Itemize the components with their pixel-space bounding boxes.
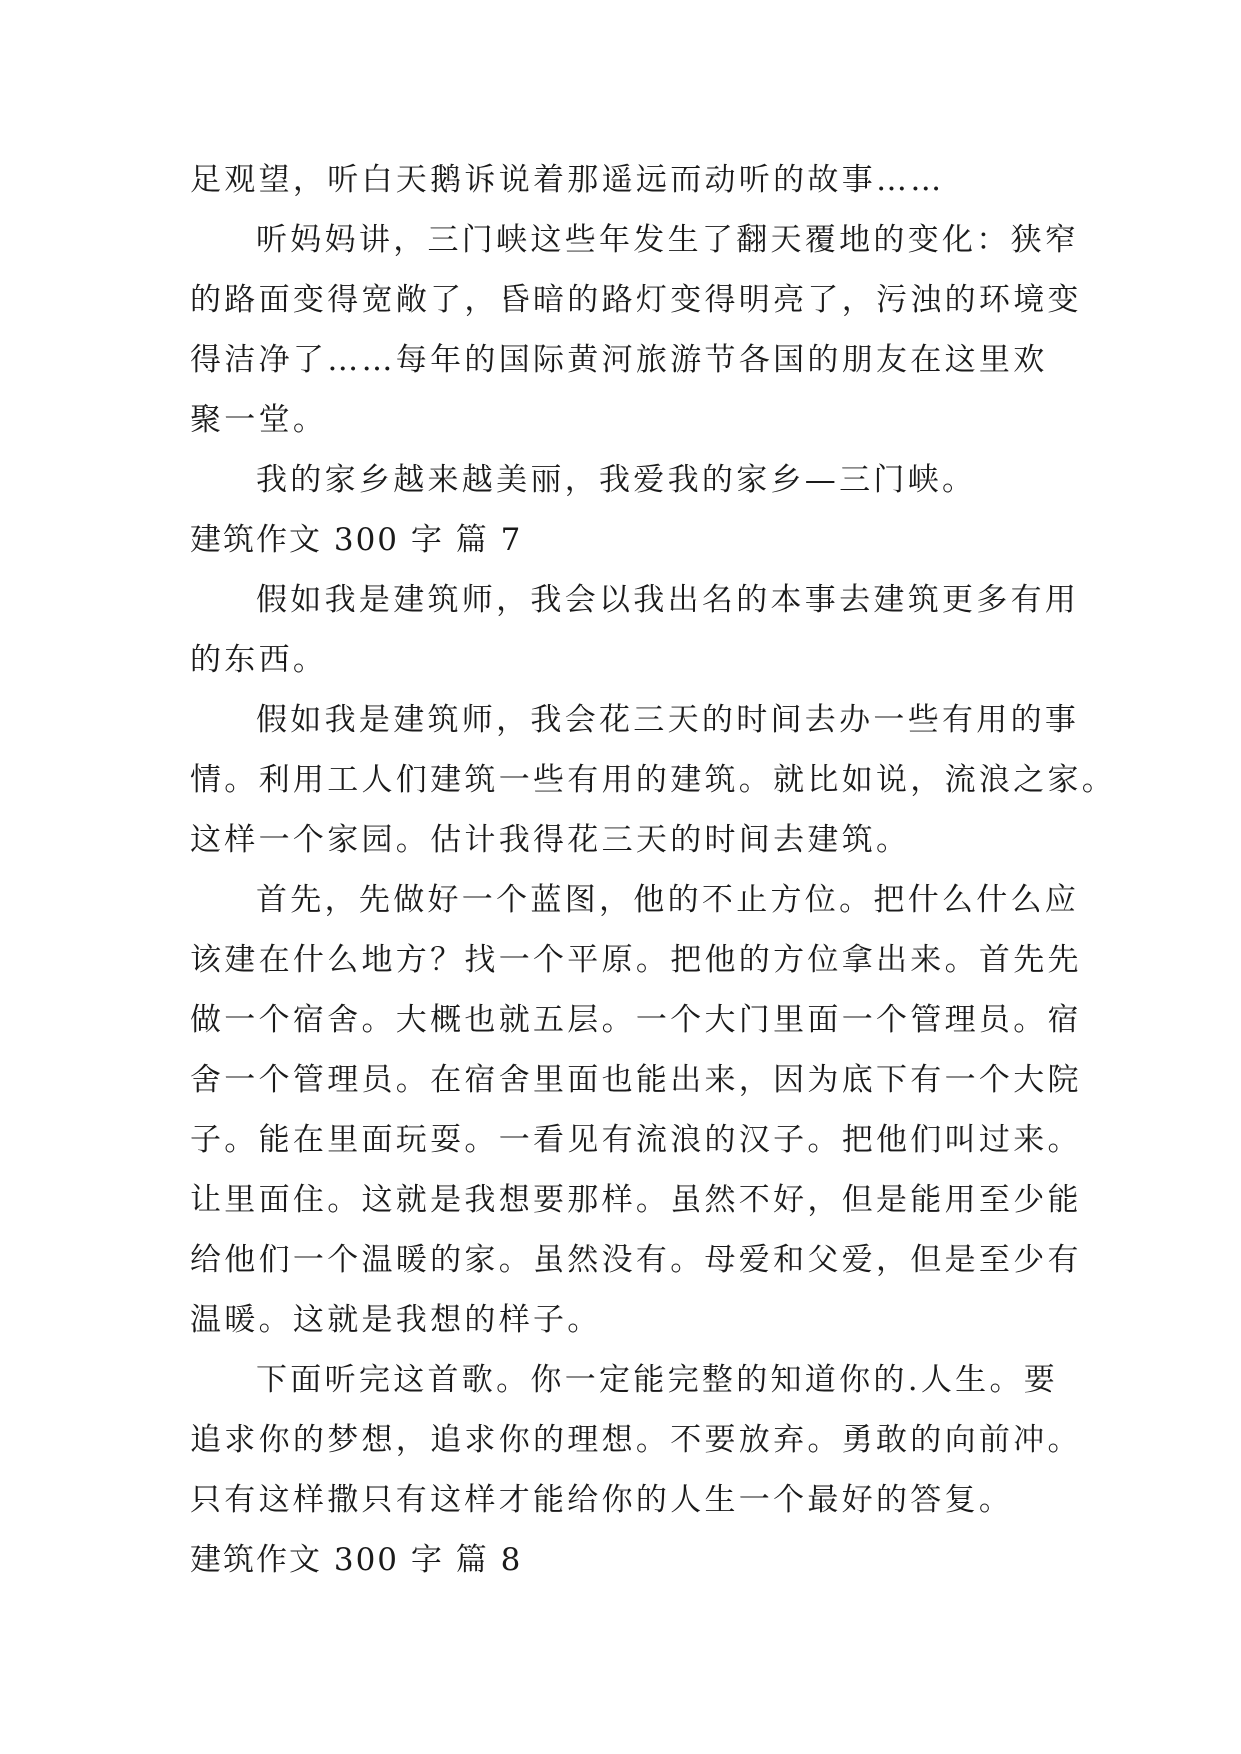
paragraph-first-line: 听妈妈讲，三门峡这些年发生了翻天覆地的变化：狭窄 [256,222,1080,258]
text-line: 做一个宿舍。大概也就五层。一个大门里面一个管理员。宿 [190,1002,1082,1038]
text-line: 的东西。 [190,642,328,678]
text-line: 足观望，听白天鹅诉说着那遥远而动听的故事…… [190,162,945,198]
text-line: 情。利用工人们建筑一些有用的建筑。就比如说，流浪之家。 [190,762,1117,798]
text-line: 只有这样撒只有这样才能给你的人生一个最好的答复。 [190,1482,1014,1518]
text-line: 这样一个家园。估计我得花三天的时间去建筑。 [190,822,911,858]
text-line: 聚一堂。 [190,402,328,438]
paragraph-first-line: 首先，先做好一个蓝图，他的不止方位。把什么什么应 [256,882,1080,918]
section-heading: 建筑作文 300 字 篇 7 [190,522,523,558]
text-line: 子。能在里面玩耍。一看见有流浪的汉子。把他们叫过来。 [190,1122,1082,1158]
text-line: 的路面变得宽敞了，昏暗的路灯变得明亮了，污浊的环境变 [190,282,1082,318]
section-heading: 建筑作文 300 字 篇 8 [190,1542,523,1578]
paragraph-first-line: 假如我是建筑师，我会以我出名的本事去建筑更多有用 [256,582,1080,618]
paragraph-first-line: 假如我是建筑师，我会花三天的时间去办一些有用的事 [256,702,1080,738]
text-line: 得洁净了……每年的国际黄河旅游节各国的朋友在这里欢 [190,342,1048,378]
paragraph-first-line: 我的家乡越来越美丽，我爱我的家乡—三门峡。 [256,462,977,498]
text-line: 温暖。这就是我想的样子。 [190,1302,602,1338]
text-line: 舍一个管理员。在宿舍里面也能出来，因为底下有一个大院 [190,1062,1082,1098]
text-line: 让里面住。这就是我想要那样。虽然不好，但是能用至少能 [190,1182,1082,1218]
text-line: 该建在什么地方？找一个平原。把他的方位拿出来。首先先 [190,942,1082,978]
paragraph-first-line: 下面听完这首歌。你一定能完整的知道你的.人生。要 [256,1362,1059,1398]
text-line: 追求你的梦想，追求你的理想。不要放弃。勇敢的向前冲。 [190,1422,1082,1458]
text-line: 给他们一个温暖的家。虽然没有。母爱和父爱，但是至少有 [190,1242,1082,1278]
